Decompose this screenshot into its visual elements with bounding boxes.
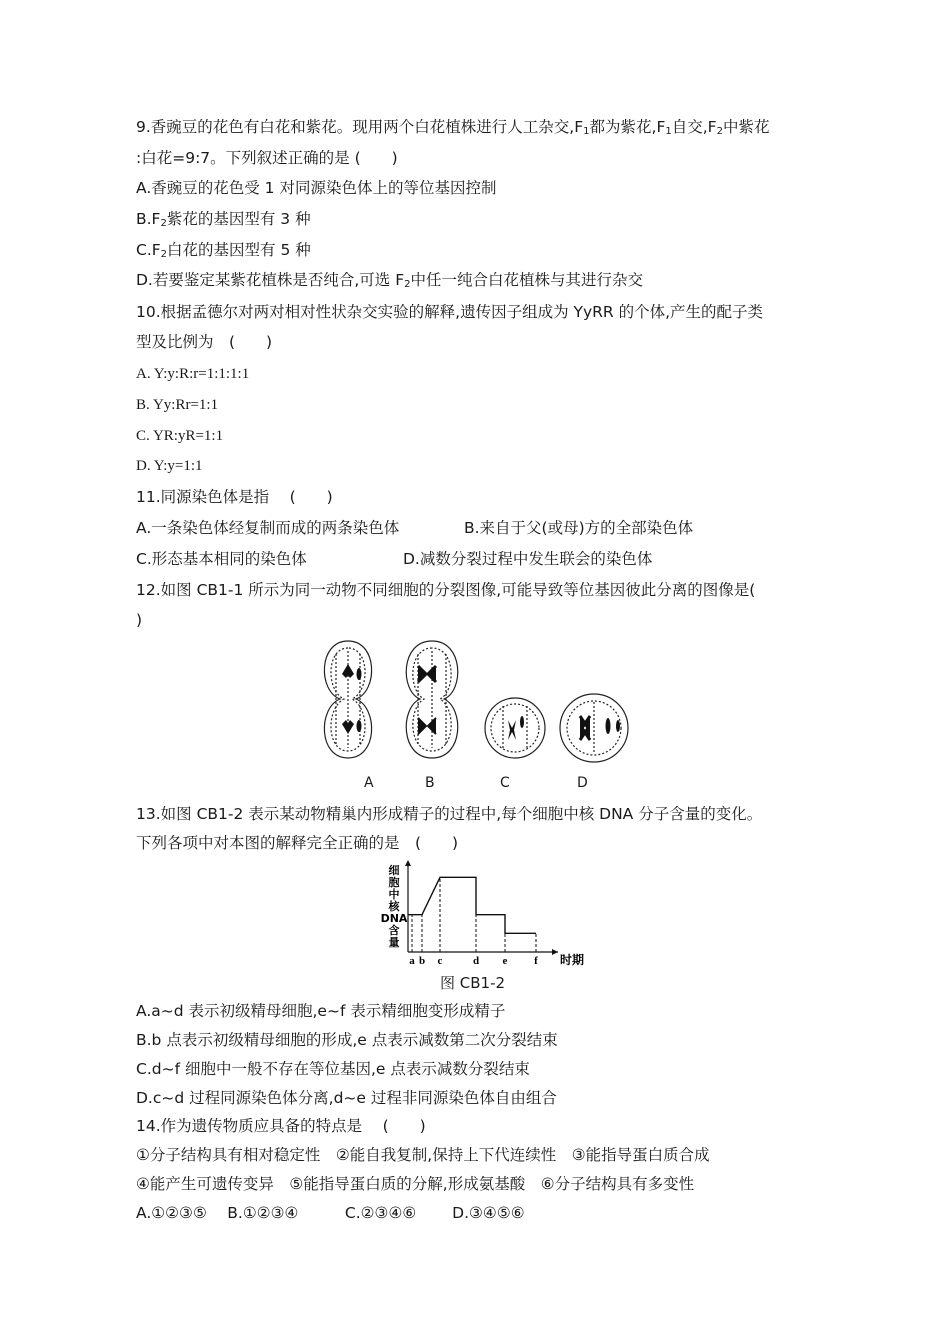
- q11-option-b: B.来自于父(或母)方的全部染色体: [464, 519, 694, 537]
- x-axis-label: 时期: [560, 953, 585, 967]
- cell-b-image: [406, 641, 458, 758]
- y-axis-label-char: 核: [388, 900, 400, 913]
- q9-option-d: D.若要鉴定某紫花植株是否纯合,可选 $F_2$中任一纯合白花植株与其进行杂交: [136, 271, 644, 290]
- y-axis-label-char: 胞: [388, 876, 400, 889]
- figure-caption: 图 CB1-2: [440, 974, 506, 992]
- cell-label-c: C: [500, 775, 510, 791]
- dna-content-series-line: [408, 877, 536, 933]
- q13-stem-line2: 下列各项中对本图的解释完全正确的是 ( ): [136, 834, 459, 852]
- q11-option-a: A.一条染色体经复制而成的两条染色体: [136, 519, 400, 537]
- cell-a-image: [324, 641, 371, 758]
- q10-option-b: B. Yy:Rr=1:1: [136, 397, 219, 413]
- y-axis-label-char: 细: [388, 864, 400, 877]
- q13-option-b: B.b 点表示初级精母细胞的形成,e 点表示减数第二次分裂结束: [136, 1031, 558, 1049]
- q13-option-a: A.a~d 表示初级精母细胞,e~f 表示精细胞变形成精子: [136, 1002, 506, 1020]
- q9-option-b: $B.F_2$紫花的基因型有 3 种: [136, 210, 311, 229]
- q10-option-c: C. YR:yR=1:1: [136, 428, 224, 444]
- x-tick-a: a: [409, 955, 415, 967]
- y-axis-label-char: 含: [388, 924, 400, 937]
- q14-statements-line2: ④能产生可遗传变异 ⑤能指导蛋白质的分解,形成氨基酸 ⑥分子结构具有多变性: [136, 1175, 695, 1193]
- y-axis-label-char: DNA: [380, 912, 408, 925]
- cell-label-a: A: [364, 775, 374, 791]
- y-axis-label-char: 量: [388, 936, 400, 949]
- y-axis-arrow: [405, 860, 411, 866]
- cell-label-b: B: [425, 775, 435, 791]
- x-tick-b: b: [418, 955, 426, 967]
- y-axis-label-char: 中: [388, 888, 400, 901]
- q14-options: A.①②③⑤ B.①②③④ C.②③④⑥ D.③④⑤⑥: [136, 1204, 525, 1222]
- q11-option-c: C.形态基本相同的染色体: [136, 550, 307, 568]
- x-tick-f: f: [534, 955, 538, 967]
- x-tick-d: d: [472, 955, 480, 967]
- q14-statements-line1: ①分子结构具有相对稳定性 ②能自我复制,保持上下代连续性 ③能指导蛋白质合成: [136, 1146, 710, 1164]
- q9-option-c: $C.F_2$白花的基因型有 5 种: [136, 241, 311, 260]
- q13-stem-line1: 13.如图 CB1-2 表示某动物精巢内形成精子的过程中,每个细胞中核 DNA 分子含量的变化。: [136, 805, 763, 823]
- q12-stem-line2: ): [136, 611, 143, 629]
- x-axis-arrow: [552, 949, 558, 955]
- q9-stem-line1: 9.香豌豆的花色有白花和紫花。现用两个白花植株进行人工杂交$,F_1$都为紫花$,F_1$自交$,F_2$中紫花: [136, 118, 770, 137]
- q9-stem-line2: :白花=9:7。下列叙述正确的是 ( ): [136, 149, 398, 167]
- q10-option-d: D. Y:y=1:1: [136, 458, 203, 474]
- cell-c-image: [485, 698, 545, 758]
- q13-option-d: D.c~d 过程同源染色体分离,d~e 过程非同源染色体自由组合: [136, 1089, 557, 1107]
- q9-option-a: A.香豌豆的花色受 1 对同源染色体上的等位基因控制: [136, 179, 497, 197]
- q10-stem-line1: 10.根据孟德尔对两对相对性状杂交实验的解释,遗传因子组成为 YyRR 的个体,产生的配子类: [136, 303, 764, 321]
- q14-stem: 14.作为遗传物质应具备的特点是 ( ): [136, 1117, 426, 1135]
- q10-option-a: A. Y:y:R:r=1:1:1:1: [136, 366, 250, 382]
- q13-option-c: C.d~f 细胞中一般不存在等位基因,e 点表示减数分裂结束: [136, 1060, 530, 1078]
- dna-content-chart: [378, 860, 585, 970]
- x-tick-e: e: [502, 955, 508, 967]
- cell-label-d: D: [577, 775, 588, 791]
- q12-stem-line1: 12.如图 CB1-1 所示为同一动物不同细胞的分裂图像,可能导致等位基因彼此分离的图像是(: [136, 581, 756, 599]
- x-tick-c: c: [437, 955, 443, 967]
- q11-option-d: D.减数分裂过程中发生联会的染色体: [403, 550, 653, 568]
- cell-division-figure: [318, 636, 638, 766]
- q11-stem: 11.同源染色体是指 ( ): [136, 488, 333, 506]
- q10-stem-line2: 型及比例为 ( ): [136, 333, 273, 351]
